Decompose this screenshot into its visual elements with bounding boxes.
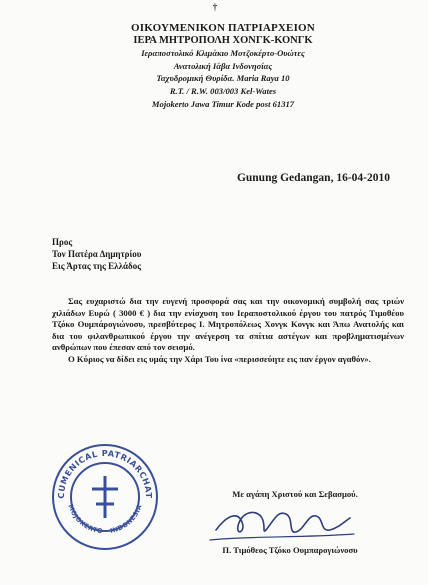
- body-paragraph-2: Ο Κύριος να δίδει εις υμάς την Χάρι Του ίνα «περισσεύητε εις παν έργον αγαθόν».: [68, 353, 371, 364]
- addressee-place: Εις Άρτας της Ελλάδος: [52, 261, 142, 272]
- stamp-text-bottom: MOJOKERTO · INDONESIA: [66, 503, 144, 536]
- letterhead-region: Ανατολική Ιάβα Ινδονησίας: [173, 60, 273, 71]
- letterhead-postcode: Mojokerto Jawa Timur Kode post 61317: [151, 98, 295, 109]
- letter-body: [52, 296, 404, 366]
- signer-name: Π. Τιμόθεος Τζόκο Ουμπαρογιώνοσυ: [222, 545, 358, 555]
- letterhead-postbox: Ταχυδρομική Θυρίδα. Maria Raya 10: [156, 73, 290, 84]
- addressee-name: Τον Πατέρα Δημητρίου: [52, 249, 142, 260]
- letterhead-patriarchate: ΟΙΚΟΥΜΕΝΙΚΟΝ ΠΑΤΡΙΑΡΧΕΙΟΝ: [131, 22, 315, 34]
- cross-symbol: †: [212, 2, 218, 12]
- addressee-to: Προς: [52, 237, 73, 247]
- stamp-cross-icon: [92, 476, 118, 518]
- closing-salutation: Με αγάπη Χριστού και Σεβασμού.: [232, 489, 358, 499]
- letter-date: Gunung Gedangan, 16-04-2010: [236, 172, 390, 184]
- body-paragraph-1: Σας ευχαριστώ δια την ευγενή προσφορά σας και την οικονομική συμβολή σας τριών χιλιάδων Ευρώ ( 3000 € ) δια την ενίσχυση του Ιεραποστολικού έργου του πατρός Τιμοθέου Τζόκο Ουμπάρογιώνοσυ, πρεσβύτερος Ι. Μητροπόλεως Χονγκ Κονγκ και Άπω Ανατολής και δια του φιλανθρωπικού έργου την ανέγερση τα σπίτια αστέγων και προβληματισμένων ανθρώπων που έπεσαν από τον σεισμό.: [52, 296, 404, 353]
- addressee-block: [52, 236, 252, 273]
- handwritten-signature: [208, 500, 358, 544]
- letterhead-metropolis: ΙΕΡΑ ΜΗΤΡΟΠΟΛΗ ΧΟΝΓΚ-ΚΟΝΓΚ: [133, 34, 313, 46]
- stamp-text-top: CUMENICAL PATRIARCHAT: [55, 447, 155, 499]
- letterhead-mission: Ιεραποστολικό Κλιμάκιο Μοτζοκέρτο-Ουώτες: [141, 48, 305, 59]
- letterhead-rtrw: R.T. / R.W. 003/003 Kel-Wates: [169, 85, 277, 96]
- letterhead: [78, 22, 368, 110]
- official-stamp: [50, 442, 160, 552]
